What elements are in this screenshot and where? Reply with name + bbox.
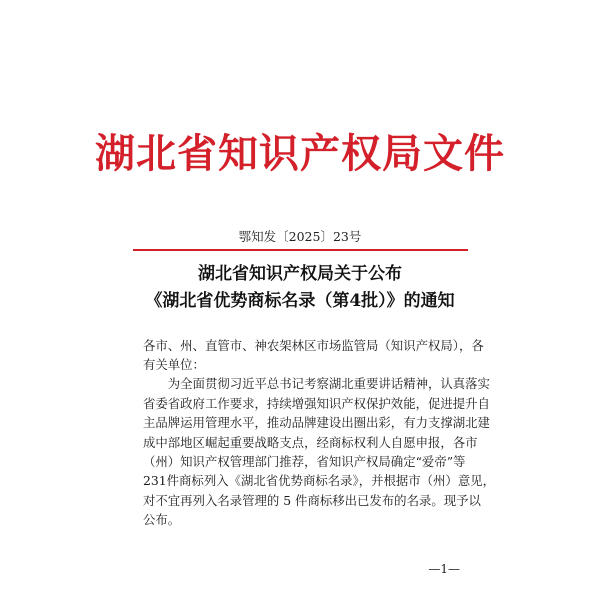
page-number: —1— — [428, 562, 460, 576]
notice-title-line-2: 《湖北省优势商标名录（第4批）》的通知 — [145, 291, 455, 311]
body-line: （州）知识产权管理部门推荐，省知识产权局确定“爱帝”等 — [143, 454, 466, 469]
body-line: 对不宜再列入名录管理的 5 件商标移出已发布的名录。现予以 — [143, 493, 481, 508]
body-line: 省委省政府工作要求，持续增强知识产权保护效能，促进提升自 — [143, 396, 490, 411]
body-line: 231件商标列入《湖北省优势商标名录》，并根据市（州）意见， — [143, 473, 495, 488]
body-line: 公布。 — [143, 512, 181, 527]
notice-title-line-1: 湖北省知识产权局关于公布 — [198, 264, 402, 284]
body-line: 为全面贯彻习近平总书记考察湖北重要讲话精神，认真落实 — [143, 376, 490, 391]
red-divider-line — [133, 249, 468, 251]
body-line: 成中部地区崛起重要战略支点，经商标权利人自愿申报，各市 — [143, 435, 478, 450]
body-line: 各市、州、直管市、神农架林区市场监管局（知识产权局），各 — [143, 338, 484, 353]
body-line: 主品牌运用管理水平，推动品牌建设出圈出彩，有力支撑湖北建 — [143, 415, 490, 430]
masthead-title: 湖北省知识产权局文件 — [95, 130, 505, 177]
body-line: 有关单位： — [143, 357, 205, 372]
document-number: 鄂知发〔2025〕23号 — [238, 229, 362, 244]
